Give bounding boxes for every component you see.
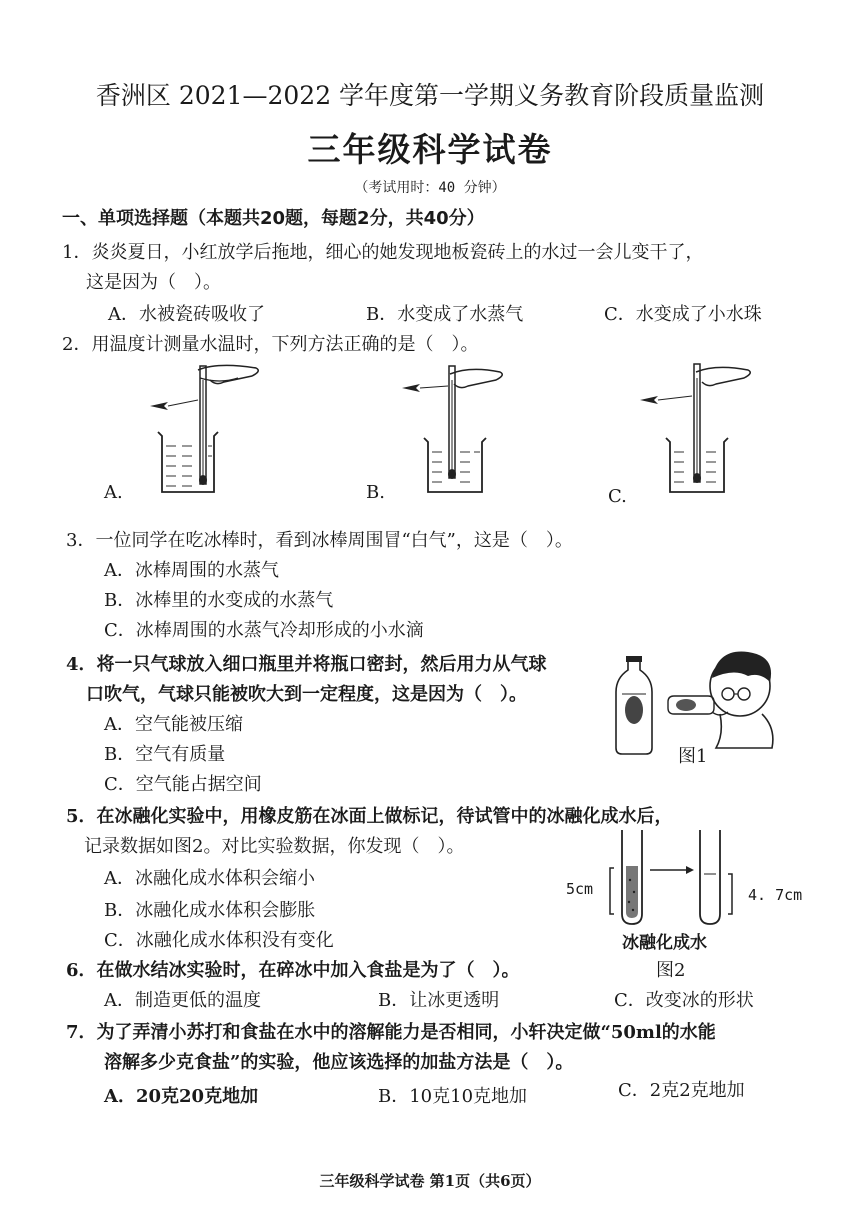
question-3-text: 3．一位同学在吃冰棒时，看到冰棒周围冒“白气”，这是（ ）。 — [66, 530, 573, 551]
question-6-option-c: C．改变冰的形状 — [614, 990, 754, 1011]
question-2-option-b: B. — [366, 482, 385, 503]
question-5-option-a: A．冰融化成水体积会缩小 — [104, 868, 315, 889]
figure-2-caption: 冰融化成水 — [622, 933, 707, 953]
question-3-option-b: B．冰棒里的水变成的水蒸气 — [104, 590, 334, 611]
figure-2-label: 图2 — [656, 960, 686, 981]
thermometer-beaker-figure-b — [394, 360, 534, 505]
question-7-option-a: A．20克20克地加 — [104, 1086, 259, 1107]
thermometer-beaker-figure-a — [140, 360, 280, 505]
exam-time-note: （考试用时：40 分钟） — [354, 180, 506, 196]
question-6-text: 6．在做水结冰实验时，在碎冰中加入食盐是为了（ ）。 — [66, 960, 520, 981]
question-2-option-a: A. — [104, 482, 123, 503]
question-7-option-b: B．10克10克地加 — [378, 1086, 528, 1107]
page-footer: 三年级科学试卷 第1页（共6页） — [319, 1172, 541, 1190]
question-7-option-c: C．2克2克地加 — [618, 1080, 745, 1101]
question-3-option-a: A．冰棒周围的水蒸气 — [104, 560, 279, 581]
question-6-option-a: A．制造更低的温度 — [104, 990, 261, 1011]
question-3-option-c: C．冰棒周围的水蒸气冷却形成的小水滴 — [104, 620, 424, 641]
question-5-text-line2: 记录数据如图2。对比实验数据，你发现（ ）。 — [84, 836, 465, 857]
question-2-option-c: C. — [608, 486, 627, 507]
question-1-option-b: B．水变成了水蒸气 — [366, 304, 524, 325]
question-5-text: 5．在冰融化实验中，用橡皮筋在冰面上做标记，待试管中的冰融化成水后， — [66, 806, 673, 827]
figure-1-label: 图1 — [678, 746, 708, 767]
ice-melting-test-tubes-figure — [600, 826, 750, 928]
section-heading: 一、单项选择题（本题共20题，每题2分，共40分） — [62, 208, 485, 229]
question-5-option-c: C．冰融化成水体积没有变化 — [104, 930, 334, 951]
question-1-text-line2: 这是因为（ ）。 — [86, 272, 221, 293]
question-4-text-line2: 口吹气，气球只能被吹大到一定程度，这是因为（ ）。 — [86, 684, 527, 705]
question-4-option-a: A．空气能被压缩 — [104, 714, 243, 735]
question-1-option-a: A．水被瓷砖吸收了 — [108, 304, 265, 325]
exam-subject-title: 三年级科学试卷 — [307, 130, 553, 169]
figure-2-right-measure: 4. 7cm — [748, 886, 803, 904]
question-1-option-c: C．水变成了小水珠 — [604, 304, 762, 325]
question-7-text: 7．为了弄清小苏打和食盐在水中的溶解能力是否相同，小轩决定做“50ml的水能 — [66, 1022, 716, 1043]
question-4-text: 4．将一只气球放入细口瓶里并将瓶口密封，然后用力从气球 — [66, 654, 547, 675]
question-5-option-b: B．冰融化成水体积会膨胀 — [104, 900, 316, 921]
question-7-text-line2: 溶解多少克食盐”的实验，他应该选择的加盐方法是（ ）。 — [104, 1052, 574, 1073]
question-6-option-b: B．让冰更透明 — [378, 990, 500, 1011]
question-4-option-b: B．空气有质量 — [104, 744, 226, 765]
question-1-text: 1．炎炎夏日，小红放学后拖地，细心的她发现地板瓷砖上的水过一会儿变干了， — [62, 242, 704, 263]
figure-2-left-measure: 5cm — [566, 880, 594, 898]
question-4-option-c: C．空气能占据空间 — [104, 774, 262, 795]
exam-header-title: 香洲区 2021—2022 学年度第一学期义务教育阶段质量监测 — [95, 81, 765, 110]
question-2-text: 2．用温度计测量水温时，下列方法正确的是（ ）。 — [62, 334, 479, 355]
thermometer-beaker-figure-c — [630, 360, 780, 505]
